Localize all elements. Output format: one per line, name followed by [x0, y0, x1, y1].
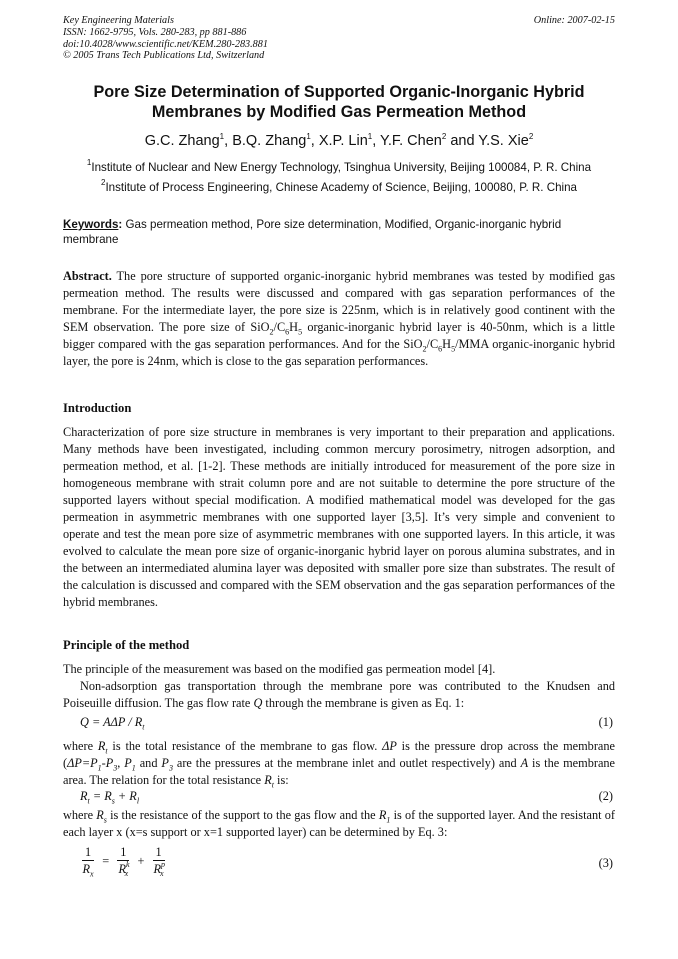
equation-3: $\frac{1}{R_x}$ = $\frac{1}{R^k_x}$ + $\frac{1}{R^p_x}$	[82, 845, 166, 879]
equation-1: $Q = A\Delta P / R_t$	[80, 715, 145, 732]
chem-formula: $SiO_2/C_6H_5$/MMA	[403, 337, 489, 354]
abstract	[63, 268, 615, 370]
title-line-2: Membranes by Modified Gas Permeation Method	[151, 103, 527, 121]
author-affil-sup: 2	[441, 132, 447, 141]
journal-header	[63, 15, 268, 62]
author: G.C. Zhang	[144, 133, 220, 149]
abstract-text-3: organic-inorganic hybrid layer, the pore is 24nm, which is close to the gas separation performances.	[63, 337, 615, 368]
title-line-1: Pore Size Determination of Supported Organic-Inorganic Hybrid	[93, 83, 585, 101]
abstract-label: Abstract.	[63, 269, 112, 283]
author: X.P. Lin	[318, 133, 368, 149]
journal-doi: doi:10.4028/www.scientific.net/KEM.280-283.881	[63, 38, 268, 50]
principle-paragraph-3: where $R_t$ is the total resistance of the membrane to gas flow. ΔP is the pressure drop across the membrane ($\Delta P=P_1-P_3$, $P_1$ and $P_3$ are the pressures at the membrane inlet and outlet respectively) and A is the membrane area. The relation for the total resistance $R_t$ is:	[63, 739, 616, 790]
author-affil-sup: 1	[219, 132, 225, 141]
principle-paragraph-2: Non-adsorption gas transportation through the membrane pore was contributed to the Knudsen and Poiseuille diffusion. The gas flow rate Q through the membrane is given as Eq. 1:	[63, 679, 615, 710]
author: Y.F. Chen	[380, 133, 442, 149]
equation-number: (1)	[598, 715, 613, 729]
affiliation-1	[63, 158, 615, 174]
affiliation-text: Institute of Process Engineering, Chinese Academy of Science, Beijing, 100080, P. R. China	[105, 181, 577, 194]
section-heading-principle: Principle of the method	[63, 638, 190, 652]
keywords: Keywords: Gas permeation method, Pore size determination, Modified, Organic-inorganic hybrid membrane	[63, 218, 562, 246]
author-sep: ,	[224, 133, 233, 149]
chem-formula: $SiO_2/C_6H_5$	[250, 320, 303, 337]
equation-2: $R_t = R_s + R_l$	[80, 789, 140, 806]
introduction-paragraph: Characterization of pore size structure in membranes is very important to their preparation and applications. Many methods have been investigated, including common mercury porosimetry, nitrogen adsorption, and permeation method, et al. [1-2]. These methods are initially introduced for measurement of the pore size in homogeneous membrane with strait column pore and are not suitable to determine the pore structure of the supported layers without special modification. A modified mathematical model was developed for the gas permeation in asymmetric membranes with one supported layer [3,5]. It’s very simple and convenient to operate and test the mean pore size of asymmetric membranes with one supported layers. In this article, it was evolved to calculate the mean pore size of organic-inorganic hybrid layer on porous alumina substrates, and in the between an intermediated alumina layer was deposited with smaller pore size than substrates. The result of the calculation is discussed and compared with the SEM observation and the gas separation performances of the hybrid membranes.	[63, 425, 615, 609]
author-sep: ,	[372, 133, 381, 149]
online-date: Online: 2007-02-15	[533, 15, 615, 26]
author-list	[63, 133, 615, 149]
fraction: $\frac{1}{R_x}$	[82, 845, 94, 879]
abstract-text-2: organic-inorganic hybrid layer is 40-50nm, which is a little bigger compared with the gas separation performances. And for the	[63, 320, 615, 351]
equation-number: (3)	[598, 856, 613, 870]
journal-copyright: © 2005 Trans Tech Publications Ltd, Switzerland	[63, 50, 265, 62]
principle-paragraph-1: The principle of the measurement was based on the modified gas permeation model [4].	[63, 662, 496, 676]
abstract-text-1: The pore structure of supported organic-inorganic hybrid membranes was tested by modified gas permeation method. The results were discussed and compared with gas separation performances of the membrane. For the intermediate layer, the pore size is 225nm, which is in relatively good continent with the SEM observation. The pore size of	[63, 269, 615, 334]
journal-issn: ISSN: 1662-9795, Vols. 280-283, pp 881-886	[63, 26, 247, 38]
affiliation-text: Institute of Nuclear and New Energy Technology, Tsinghua University, Beijing 100084, P. R. China	[91, 161, 592, 174]
author-affil-sup: 1	[306, 132, 311, 141]
affiliation-2	[63, 178, 615, 194]
equation-number: (2)	[598, 789, 613, 803]
affiliation-sup: 2	[101, 178, 106, 187]
keywords-label: Keywords	[63, 218, 119, 231]
affiliation-sup: 1	[86, 158, 92, 167]
fraction: $\frac{1}{R^p_x}$	[153, 845, 166, 879]
keywords-text: Gas permeation method, Pore size determination, Modified, Organic-inorganic hybrid membrane	[63, 218, 562, 246]
author-sep: and	[446, 133, 479, 149]
section-heading-introduction: Introduction	[63, 401, 132, 415]
author-sep: ,	[310, 133, 319, 149]
author-affil-sup: 2	[528, 132, 534, 141]
author: Y.S. Xie	[478, 133, 529, 149]
journal-name: Key Engineering Materials	[63, 15, 174, 26]
author: B.Q. Zhang	[232, 133, 307, 149]
fraction: $\frac{1}{R^k_x}$	[118, 845, 130, 879]
principle-paragraph-4: where $R_s$ is the resistance of the support to the gas flow and the $R_1$ is of the supported layer. And the resistant of each layer x (x=s support or x=1 supported layer) can be determined by Eq. 3:	[63, 808, 615, 839]
paper-title	[63, 82, 615, 122]
author-affil-sup: 1	[367, 132, 373, 141]
